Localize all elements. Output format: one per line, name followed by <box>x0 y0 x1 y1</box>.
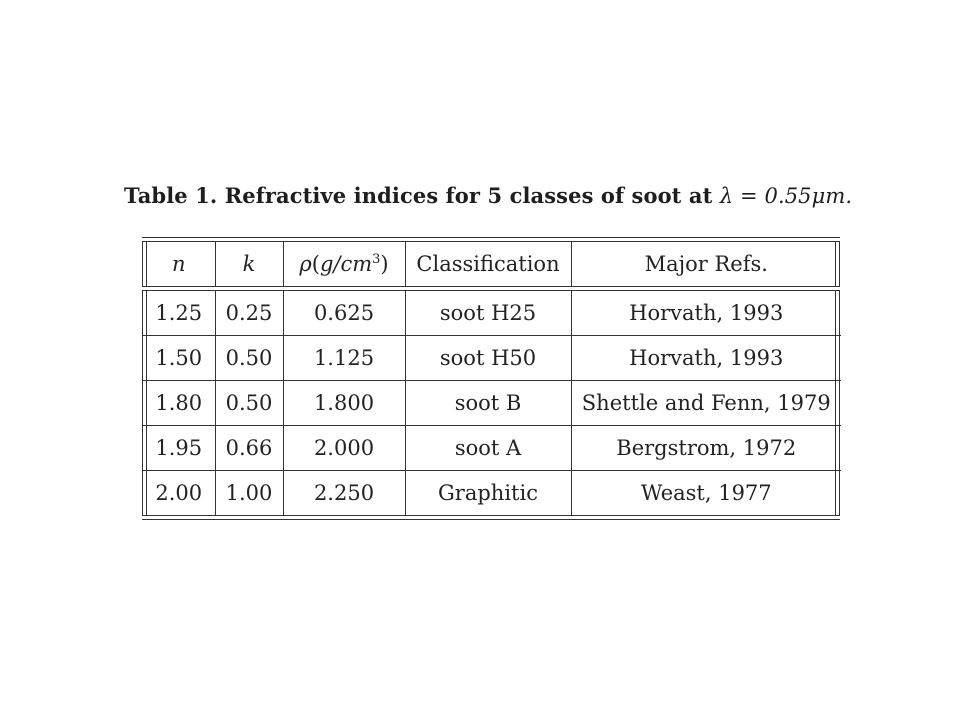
caption-math: λ = 0.55μm. <box>719 184 853 208</box>
caption-label: Table 1. <box>124 183 218 208</box>
table-row <box>143 336 841 381</box>
header-classification: Classification <box>405 242 571 286</box>
cell-classification: soot A <box>405 426 571 471</box>
cell-density: 1.800 <box>283 381 405 426</box>
table-bottom-rule <box>142 515 840 520</box>
header-refs: Major Refs. <box>571 242 841 286</box>
cell-n: 1.95 <box>143 426 215 471</box>
header-density-close: ) <box>380 252 389 276</box>
header-density-unit: g/cm <box>319 252 373 276</box>
table-row <box>143 426 841 471</box>
table-header-frame <box>142 242 840 286</box>
cell-classification: soot B <box>405 381 571 426</box>
table-caption <box>124 183 884 208</box>
cell-refs: Weast, 1977 <box>571 471 841 516</box>
header-density-open: ( <box>311 252 320 276</box>
cell-k: 0.50 <box>215 381 283 426</box>
cell-n: 1.80 <box>143 381 215 426</box>
table-row <box>143 291 841 336</box>
header-n: n <box>143 242 215 286</box>
cell-density: 0.625 <box>283 291 405 336</box>
header-density-symbol: ρ <box>299 252 312 276</box>
table-row <box>143 381 841 426</box>
cell-refs: Bergstrom, 1972 <box>571 426 841 471</box>
table-body-frame <box>142 291 840 515</box>
cell-classification: soot H50 <box>405 336 571 381</box>
cell-k: 0.25 <box>215 291 283 336</box>
cell-n: 1.25 <box>143 291 215 336</box>
table-header-row <box>143 242 841 286</box>
cell-k: 0.66 <box>215 426 283 471</box>
table-row <box>143 471 841 516</box>
cell-classification: Graphitic <box>405 471 571 516</box>
header-k: k <box>215 242 283 286</box>
cell-k: 0.50 <box>215 336 283 381</box>
cell-density: 1.125 <box>283 336 405 381</box>
cell-density: 2.250 <box>283 471 405 516</box>
header-density-exponent: 3 <box>372 252 381 267</box>
header-density <box>283 242 405 286</box>
cell-n: 2.00 <box>143 471 215 516</box>
caption-text: Refractive indices for 5 classes of soot at <box>224 183 713 208</box>
cell-classification: soot H25 <box>405 291 571 336</box>
cell-refs: Horvath, 1993 <box>571 336 841 381</box>
cell-refs: Horvath, 1993 <box>571 291 841 336</box>
cell-k: 1.00 <box>215 471 283 516</box>
cell-refs: Shettle and Fenn, 1979 <box>571 381 841 426</box>
refractive-index-table <box>142 237 840 520</box>
cell-density: 2.000 <box>283 426 405 471</box>
cell-n: 1.50 <box>143 336 215 381</box>
